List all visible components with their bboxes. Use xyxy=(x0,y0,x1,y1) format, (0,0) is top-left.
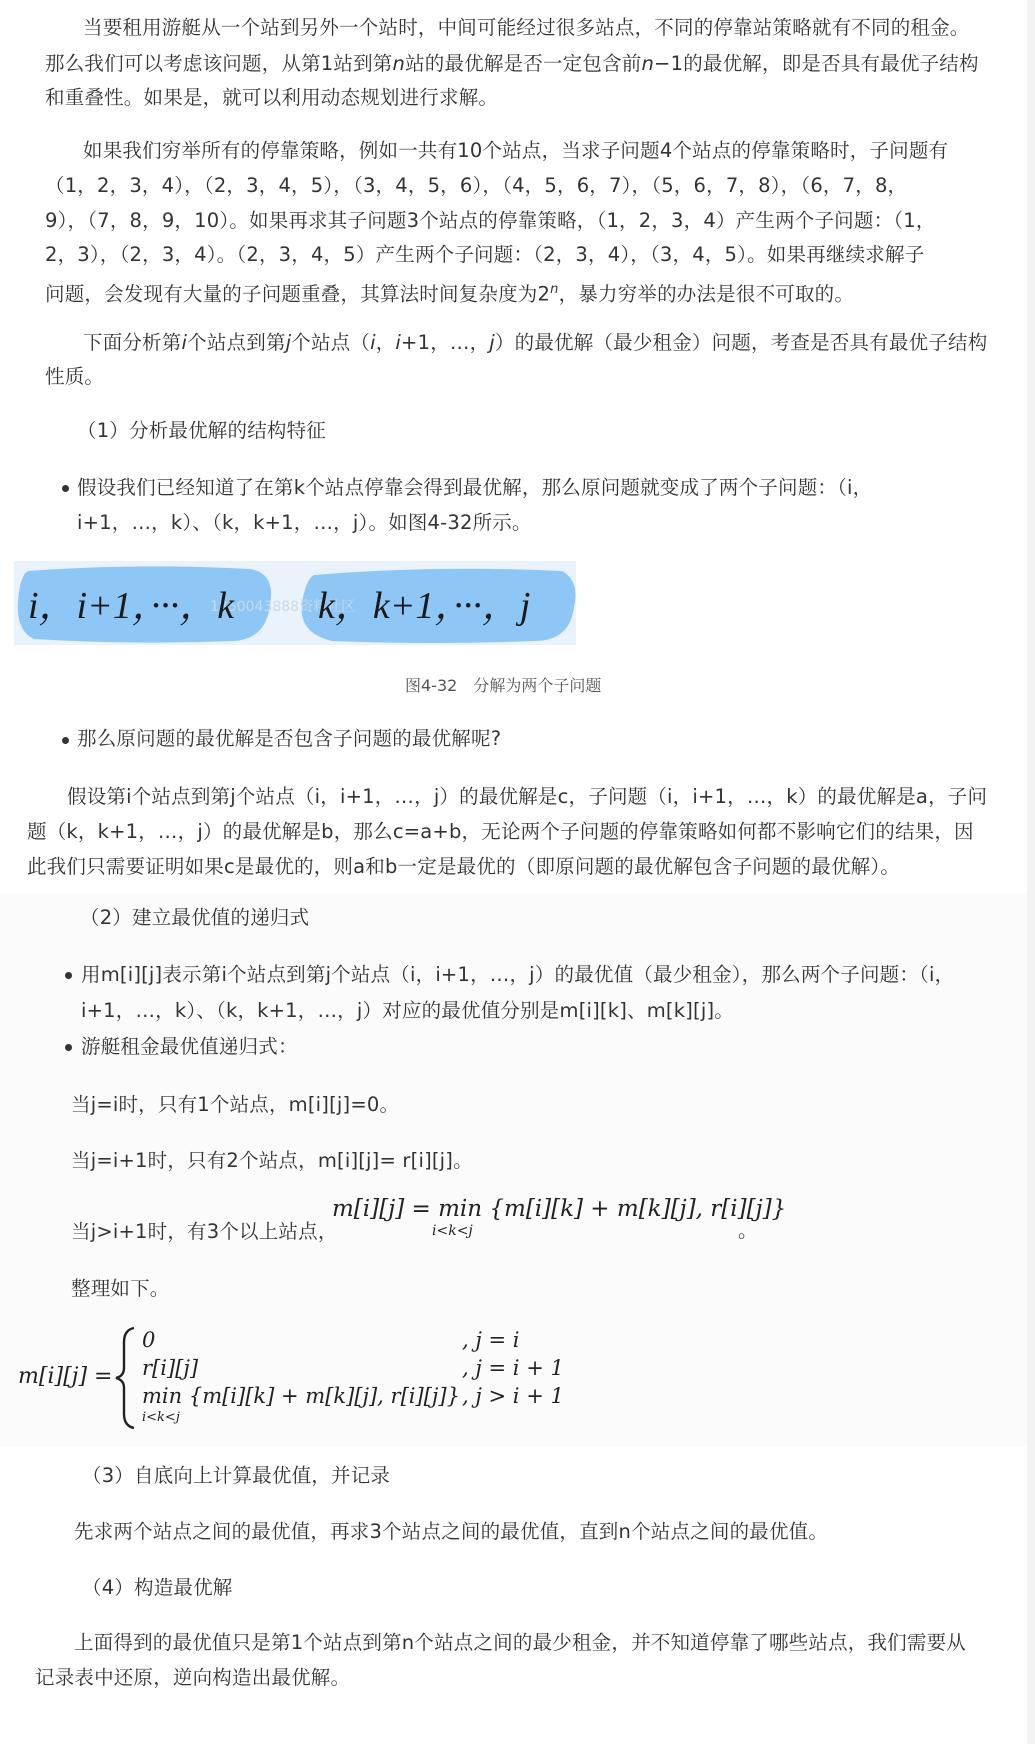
case-3-formula: m[i][j] = min {m[i][k] + m[k][j], r[i][j]} xyxy=(332,1196,787,1222)
bullet-dot xyxy=(65,972,72,979)
heading-1: （1）分析最优解的结构特征 xyxy=(77,419,327,442)
paragraph-5: 先求两个站点之间的最优值，再求3个站点之间的最优值，直到n个站点之间的最优值。 xyxy=(74,1520,829,1543)
paragraph-2-line-2: （1，2，3，4），（2，3，4，5），（3，4，5，6），（4，5，6，7），（5，6，7，8），（6，7，8， xyxy=(45,174,908,197)
case-3: 当j>i+1时，有3个以上站点， xyxy=(71,1220,338,1243)
var-i: i xyxy=(395,331,402,354)
figure-caption: 图4-32 分解为两个子问题 xyxy=(405,676,602,695)
heading-4: （4）构造最优解 xyxy=(82,1576,233,1599)
case-2: 当j=i+1时，只有2个站点，m[i][j]= r[i][j]。 xyxy=(71,1149,473,1172)
bullet-3-line-1: 用m[i][j]表示第i个站点到第j个站点（i，i+1，…，j）的最优值（最少租金），那么两个子问题：（i， xyxy=(81,963,955,986)
var-i: i xyxy=(370,331,376,354)
piecewise-row-3-cond: , j > i + 1 xyxy=(462,1384,564,1408)
piecewise-row-1-expr: 0 xyxy=(142,1328,156,1352)
watermark: 1850043888资料社区 xyxy=(210,599,356,615)
bullet-1-line-2: i+1，…，k）、（k，k+1，…，j）。如图4-32所示。 xyxy=(77,511,532,534)
figure-4-32 xyxy=(14,561,576,645)
case-3-period: 。 xyxy=(738,1219,758,1242)
bullet-4: 游艇租金最优值递归式： xyxy=(81,1035,298,1058)
text: 问题，会发现有大量的子问题重叠，其算法时间复杂度为2 xyxy=(45,282,551,306)
bullet-dot xyxy=(62,737,69,744)
text: 个站点到第 xyxy=(187,331,286,354)
paragraph-2-line-5 xyxy=(45,273,854,312)
text: 下面分析第 xyxy=(83,331,182,354)
var-j: j xyxy=(489,331,495,354)
bullet-dot xyxy=(62,485,69,492)
piecewise-row-1-cond: , j = i xyxy=(462,1328,520,1352)
left-brace-icon xyxy=(114,1326,138,1430)
text: 个站点（ xyxy=(291,331,371,354)
var-i: i xyxy=(181,331,188,354)
summary-line: 整理如下。 xyxy=(71,1277,170,1300)
paragraph-2-line-3: 9），（7，8，9，10）。如果再求其子问题3个站点的停靠策略，（1，2，3，4）产生两个子问题：（1， xyxy=(45,209,936,232)
heading-3: （3）自底向上计算最优值，并记录 xyxy=(82,1464,391,1487)
paragraph-3-line-1 xyxy=(83,326,987,360)
right-sequence: k，k+1，···，j xyxy=(318,585,531,627)
paragraph-4-line-1: 假设第i个站点到第j个站点（i，i+1，…，j）的最优解是c，子问题（i，i+1，…，k）的最优解是a，子问 xyxy=(67,785,988,808)
var-j: j xyxy=(285,331,292,354)
bullet-2: 那么原问题的最优解是否包含子问题的最优解呢? xyxy=(77,727,502,750)
text: +1，…， xyxy=(401,331,490,354)
piecewise-subscript: i<k<j xyxy=(142,1410,180,1425)
bullet-3-line-2: i+1，…，k）、（k，k+1，…，j）对应的最优值分别是m[i][k]、m[k][j]。 xyxy=(81,999,734,1022)
text: ，暴力穷举的办法是很不可取的。 xyxy=(558,282,855,306)
paragraph-4-line-2: 题（k，k+1，…，j）的最优解是b，那么c=a+b，无论两个子问题的停靠策略如何都不影响它们的结果，因 xyxy=(27,820,974,843)
paragraph-6-line-1: 上面得到的最优值只是第1个站点到第n个站点之间的最少租金，并不知道停靠了哪些站点，我们需要从 xyxy=(74,1631,966,1654)
piecewise-row-2-cond: , j = i + 1 xyxy=(462,1356,564,1380)
case-1: 当j=i时，只有1个站点，m[i][j]=0。 xyxy=(71,1093,400,1116)
text: 站的最优解是否一定包含前 xyxy=(405,52,642,75)
text: ， xyxy=(375,331,396,354)
case-3-subscript: i<k<j xyxy=(432,1223,473,1239)
heading-2: （2）建立最优值的递归式 xyxy=(80,906,310,929)
paragraph-2-line-4: 2，3），（2，3，4）。（2，3，4，5）产生两个子问题：（2，3，4），（3，4，5）。如果再继续求解子 xyxy=(45,243,925,266)
bullet-1-line-1: 假设我们已经知道了在第k个站点停靠会得到最优解，那么原问题就变成了两个子问题：（i， xyxy=(77,476,873,499)
piecewise-row-2-expr: r[i][j] xyxy=(142,1356,199,1380)
var-n: n xyxy=(392,52,406,75)
left-sequence: i，i+1，···，k xyxy=(28,585,235,627)
piecewise-row-3-expr: min {m[i][k] + m[k][j], r[i][j]} xyxy=(142,1384,460,1408)
text: ）的最优解（最少租金）问题，考查是否具有最优子结构 xyxy=(494,331,988,354)
paragraph-1-line-1: 当要租用游艇从一个站到另外一个站时，中间可能经过很多站点，不同的停靠站策略就有不同的租金。 xyxy=(83,16,970,39)
text: −1的最优解，即是否具有最优子结构 xyxy=(654,52,979,75)
paragraph-1-line-3: 和重叠性。如果是，就可以利用动态规划进行求解。 xyxy=(45,86,499,109)
piecewise-lhs: m[i][j] = xyxy=(18,1364,113,1389)
paragraph-4-line-3: 此我们只需要证明如果c是最优的，则a和b一定是最优的（即原问题的最优解包含子问题的最优解）。 xyxy=(27,855,900,878)
paragraph-6-line-2: 记录表中还原，逆向构造出最优解。 xyxy=(35,1666,351,1689)
paragraph-2-line-1: 如果我们穷举所有的停靠策略，例如一共有10个站点，当求子问题4个站点的停靠策略时，子问题有 xyxy=(83,139,949,162)
exponent-n: n xyxy=(550,282,559,297)
paragraph-1-line-2 xyxy=(45,47,979,81)
bullet-dot xyxy=(65,1044,72,1051)
paragraph-3-line-2: 性质。 xyxy=(45,365,105,388)
text: 那么我们可以考虑该问题，从第1站到第 xyxy=(45,52,393,75)
var-n: n xyxy=(641,52,655,75)
right-edge-line xyxy=(1027,0,1035,1744)
